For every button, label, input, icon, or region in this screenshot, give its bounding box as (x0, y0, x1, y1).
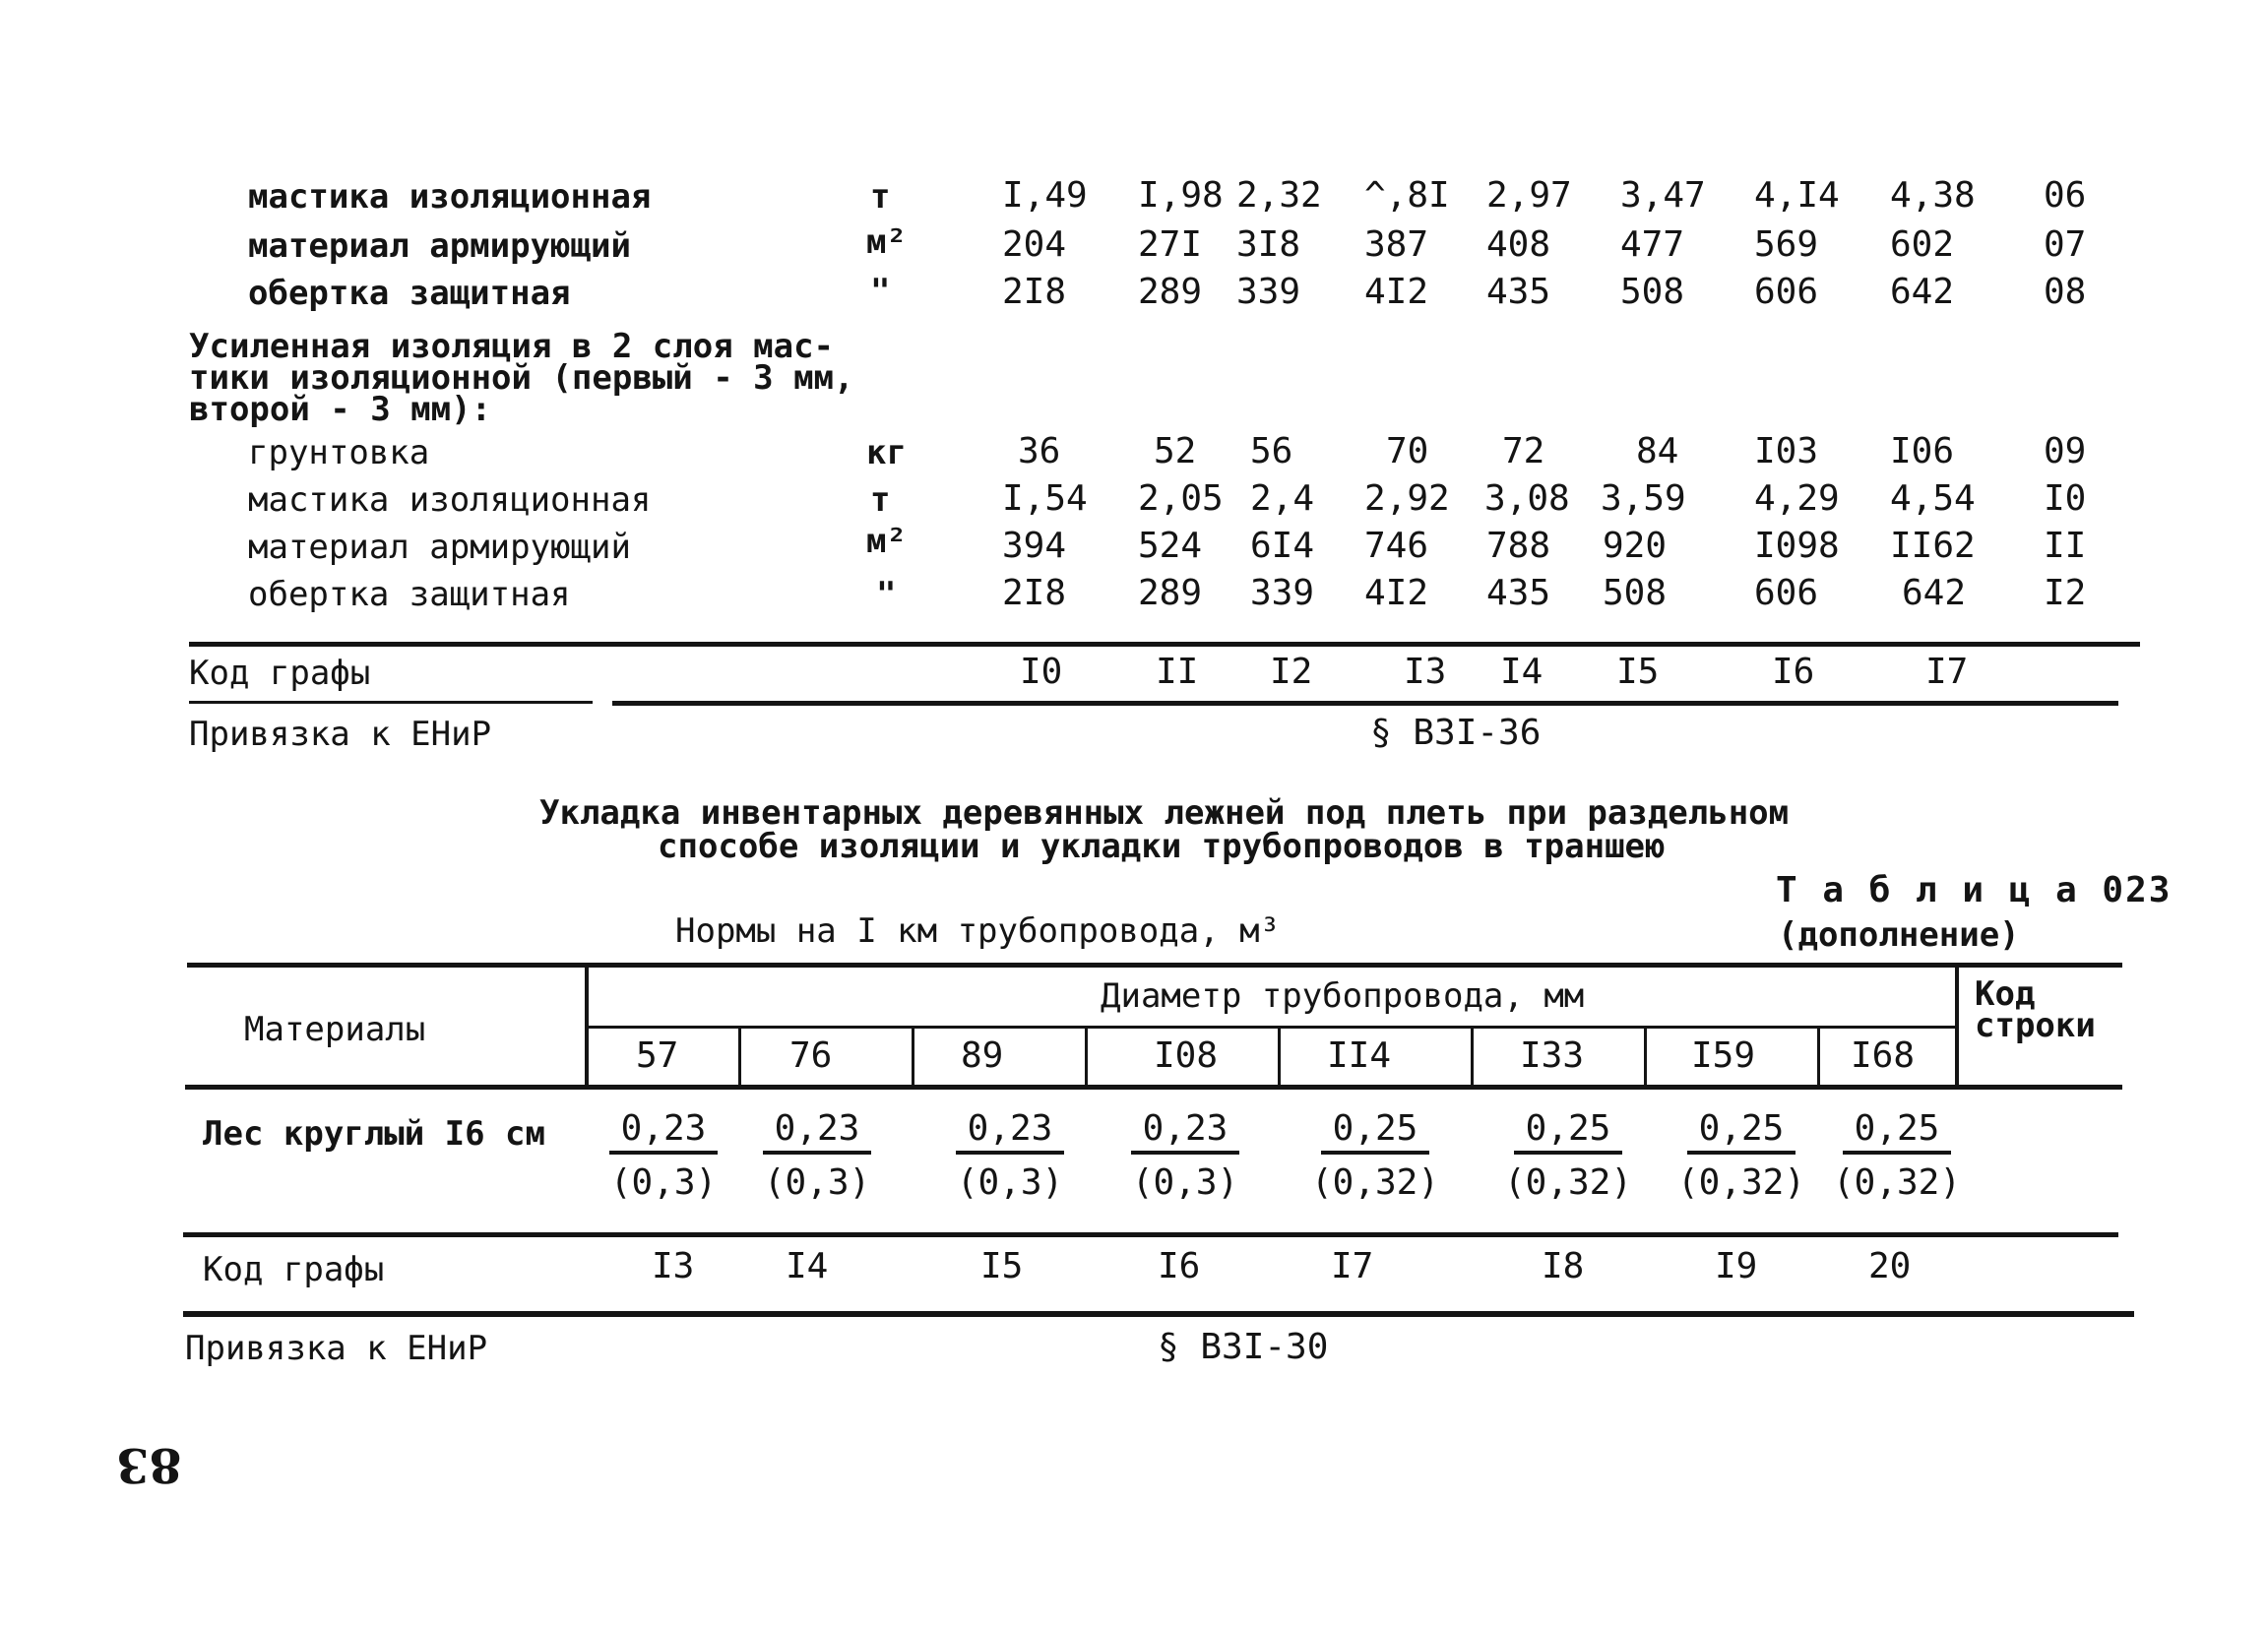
value-cell: 606 (1754, 272, 1819, 312)
value-cell: 2,4 (1250, 478, 1315, 519)
value-cell: 3I8 (1236, 224, 1301, 265)
code-cell: I5 (980, 1246, 1024, 1286)
value-cell: 2I8 (1002, 272, 1067, 312)
header-diameter: Диаметр трубопровода, мм (1101, 976, 1585, 1016)
value-cell: 2,92 (1364, 478, 1450, 519)
row-name: мастика изоляционная (248, 177, 652, 217)
diameter-cell: II4 (1327, 1035, 1392, 1076)
table-rule (187, 963, 2122, 968)
code-cell: I4 (1500, 652, 1544, 692)
section-title-line: способе изоляции и укладки трубопроводов в траншею (658, 827, 1666, 866)
diameter-cell: I33 (1520, 1035, 1585, 1076)
value-cell: I,54 (1002, 478, 1088, 519)
table-rule (1471, 1026, 1474, 1085)
value-cell: 4,I4 (1754, 175, 1840, 216)
table-rule (1278, 1026, 1281, 1085)
table-rule (1817, 1026, 1820, 1085)
value-cell: 477 (1620, 224, 1685, 265)
value-cell: 3,47 (1620, 175, 1706, 216)
value-cell: 6I4 (1250, 526, 1315, 566)
table-label: Т а б л и ц а 023 (1776, 870, 2173, 910)
value-cell: 387 (1364, 224, 1429, 265)
value-cell: I03 (1754, 431, 1819, 471)
row-unit: кг (866, 433, 907, 472)
value-cell: 27I (1138, 224, 1203, 265)
fraction-cell: $\frac{0,25}{(0,32)}$ (1310, 1108, 1440, 1203)
value-cell: 4I2 (1364, 272, 1429, 312)
fraction-cell: $\frac{0,25}{(0,32)}$ (1503, 1108, 1633, 1203)
binding-value: § В3I-30 (1158, 1327, 1329, 1367)
code-label: Код графы (189, 654, 371, 693)
code-cell: I9 (1715, 1246, 1758, 1286)
table-rule (185, 1085, 2122, 1090)
fraction-cell: $\frac{0,23}{(0,3)}$ (609, 1108, 718, 1203)
fraction-cell: $\frac{0,23}{(0,3)}$ (763, 1108, 871, 1203)
value-cell: 642 (1902, 573, 1967, 613)
value-cell: 289 (1138, 573, 1203, 613)
value-cell: 435 (1486, 272, 1551, 312)
code-cell: I6 (1772, 652, 1815, 692)
table-rule (183, 1232, 2118, 1237)
value-cell: 569 (1754, 224, 1819, 265)
code-label: Код графы (203, 1250, 385, 1289)
row-name: обертка защитная (248, 575, 571, 614)
table-rule (589, 1026, 1955, 1029)
value-cell: 508 (1603, 573, 1668, 613)
table-rule (1644, 1026, 1647, 1085)
row-name: грунтовка (248, 433, 430, 472)
value-cell: 3,08 (1484, 478, 1570, 519)
value-cell: 508 (1620, 272, 1685, 312)
table-rule (1085, 1026, 1088, 1085)
diameter-cell: I68 (1851, 1035, 1916, 1076)
value-cell: 4,54 (1890, 478, 1976, 519)
diameter-cell: I08 (1154, 1035, 1219, 1076)
value-cell: 602 (1890, 224, 1955, 265)
row-unit: м² (866, 522, 907, 561)
table-rule (1955, 963, 1959, 1085)
binding-value: § В3I-36 (1370, 713, 1542, 753)
row-unit: т (870, 177, 891, 217)
code-cell: I8 (1542, 1246, 1585, 1286)
section-heading-line: второй - 3 мм): (189, 390, 492, 429)
code-cell: I3 (1404, 652, 1447, 692)
row-code: 09 (2044, 431, 2087, 471)
row-unit: " (870, 272, 891, 311)
value-cell: 339 (1250, 573, 1315, 613)
table-rule (183, 1311, 2134, 1317)
value-cell: 524 (1138, 526, 1203, 566)
row-unit: м² (866, 222, 907, 262)
value-cell: 3,59 (1601, 478, 1686, 519)
value-cell: 606 (1754, 573, 1819, 613)
value-cell: I098 (1754, 526, 1840, 566)
value-cell: 2,32 (1236, 175, 1322, 216)
table-addition: (дополнение) (1778, 915, 2020, 955)
value-cell: ^,8I (1364, 175, 1450, 216)
row-name: материал армирующий (248, 528, 631, 567)
table-rule (738, 1026, 741, 1085)
value-cell: 435 (1486, 573, 1551, 613)
table-rule (912, 1026, 914, 1085)
fraction-cell: $\frac{0,25}{(0,32)}$ (1676, 1108, 1806, 1203)
section-title-line: Укладка инвентарных деревянных лежней под плеть при раздельном (539, 793, 1790, 833)
value-cell: 339 (1236, 272, 1301, 312)
value-cell: 920 (1603, 526, 1668, 566)
table-rule (189, 701, 593, 704)
header-code-line: Код (1975, 974, 2036, 1014)
row-unit: т (870, 480, 891, 520)
value-cell: 408 (1486, 224, 1551, 265)
table-rule (612, 701, 2118, 706)
row-name: мастика изоляционная (248, 480, 652, 520)
value-cell: 4I2 (1364, 573, 1429, 613)
row-code: I0 (2044, 478, 2087, 519)
row-code: II (2044, 526, 2087, 566)
value-cell: I,49 (1002, 175, 1088, 216)
value-cell: I06 (1890, 431, 1955, 471)
code-cell: I7 (1331, 1246, 1374, 1286)
table-rule (585, 963, 589, 1085)
row-name: обертка защитная (248, 274, 571, 313)
value-cell: 84 (1636, 431, 1679, 471)
value-cell: 4,38 (1890, 175, 1976, 216)
row-code: 07 (2044, 224, 2087, 265)
diameter-cell: 57 (636, 1035, 679, 1076)
value-cell: II62 (1890, 526, 1976, 566)
row-unit: " (876, 575, 897, 614)
binding-label: Привязка к ЕНиР (185, 1329, 488, 1368)
section-heading-line: Усиленная изоляция в 2 слоя мас- (189, 327, 835, 366)
value-cell: 70 (1386, 431, 1429, 471)
value-cell: 204 (1002, 224, 1067, 265)
fraction-cell: $\frac{0,23}{(0,3)}$ (956, 1108, 1064, 1203)
code-cell: I3 (652, 1246, 695, 1286)
page-number: 83 (116, 1437, 182, 1492)
code-cell: I7 (1925, 652, 1969, 692)
code-cell: I2 (1270, 652, 1313, 692)
row-name: материал армирующий (248, 226, 631, 266)
code-cell: I4 (786, 1246, 829, 1286)
value-cell: 2,97 (1486, 175, 1572, 216)
value-cell: 394 (1002, 526, 1067, 566)
code-cell: I0 (1020, 652, 1063, 692)
fraction-cell: $\frac{0,25}{(0,32)}$ (1832, 1108, 1962, 1203)
row-label: Лес круглый I6 см (203, 1114, 545, 1154)
table-rule (189, 642, 2140, 647)
value-cell: 2I8 (1002, 573, 1067, 613)
norms-caption: Нормы на I км трубопровода, м³ (675, 911, 1281, 951)
value-cell: 52 (1154, 431, 1197, 471)
value-cell: 56 (1250, 431, 1293, 471)
code-cell: II (1156, 652, 1199, 692)
value-cell: 4,29 (1754, 478, 1840, 519)
diameter-cell: 76 (789, 1035, 833, 1076)
value-cell: 2,05 (1138, 478, 1224, 519)
value-cell: 642 (1890, 272, 1955, 312)
value-cell: 746 (1364, 526, 1429, 566)
value-cell: 289 (1138, 272, 1203, 312)
value-cell: 36 (1018, 431, 1061, 471)
value-cell: 72 (1502, 431, 1545, 471)
row-code: I2 (2044, 573, 2087, 613)
value-cell: I,98 (1138, 175, 1224, 216)
binding-label: Привязка к ЕНиР (189, 715, 492, 754)
section-heading-line: тики изоляционной (первый - 3 мм, (189, 358, 854, 398)
diameter-cell: 89 (961, 1035, 1004, 1076)
header-materials: Материалы (244, 1010, 426, 1049)
code-cell: I6 (1158, 1246, 1201, 1286)
code-cell: I5 (1616, 652, 1660, 692)
diameter-cell: I59 (1691, 1035, 1756, 1076)
code-cell: 20 (1868, 1246, 1912, 1286)
header-code-line: строки (1975, 1006, 2096, 1045)
value-cell: 788 (1486, 526, 1551, 566)
row-code: 08 (2044, 272, 2087, 312)
row-code: 06 (2044, 175, 2087, 216)
fraction-cell: $\frac{0,23}{(0,3)}$ (1131, 1108, 1239, 1203)
